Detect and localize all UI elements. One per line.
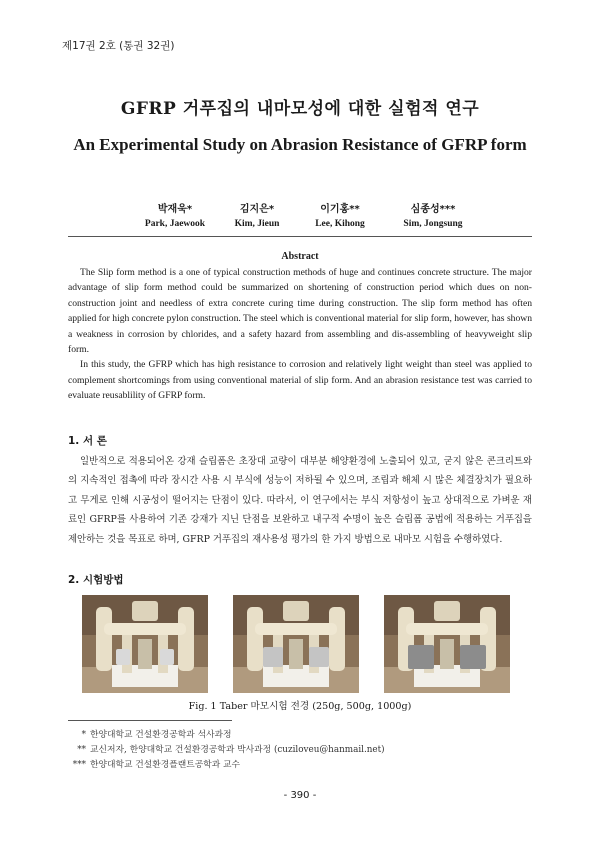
author-korean-name: 박재욱* [157,204,193,215]
author-korean-name: 심종성*** [410,204,456,215]
section-heading-introduction: 1. 서 론 [68,435,107,447]
footnote-1 [68,727,232,740]
title-divider [68,236,532,237]
footnote-mark: ** [77,745,86,755]
title-english: An Experimental Study on Abrasion Resistance of GFRP form [73,135,527,154]
taber-abrasion-tester-illustration [82,595,208,693]
footnote-text: 교신저자, 한양대학교 건설환경공학과 박사과정 (cuziloveu@hanmail.net) [90,745,385,755]
introduction-body: 일반적으로 적용되어온 강재 슬립폼은 초장대 교량이 대부분 해양환경에 노출되어 있고, 굳지 않은 콘크리트와의 지속적인 접촉에 따라 장시간 사용 시 부식에 성능이 저하될 수 있으며, 조립과 해체 시 많은 체결장치가 필요하고 무게로 인해 시공성이 떨어지는 단점이 있다. 따라서, 이 연구에서는 부식 저항성이 높고 상대적으로 가벼운 재료인 GFRP를 사용하여 기존 강재가 지닌 단점을 보완하고 내구적 수명이 높은 슬립폼 공법에 적용하는 거푸집을 제안하는 것을 목표로 하며, GFRP 거푸집의 재사용성 평가의 한 가지 방법으로 내마모 시험을 수행하였다. [68,456,532,545]
footnote-text: 한양대학교 건설환경플랜트공학과 교수 [90,760,241,770]
footnote-divider [68,720,232,721]
author-english-name: Lee, Kihong [315,219,365,229]
author-korean-name: 이기홍** [320,204,360,215]
footnote-mark: *** [72,760,86,770]
figure-caption: Fig. 1 Taber 마모시험 전경 (250g, 500g, 1000g) [188,701,412,712]
abstract-body [68,265,532,404]
abstract-paragraph: The Slip form method is a one of typical construction methods of huge and continues concrete structure. The major advantage of slip form method could be summarized on shortening of construction period which dues on non-construction joint and needless of extra concrete curing time during construction. The slip form method has often applied for high concrete pylon construction. The steel which is conventional material for slip form, however, has shown a weakness in corrosion by chlorides, and a safety hazard from assembling and dis-assembling of heavyweight slip form. [68,267,532,356]
author-korean-name: 김지은* [239,204,275,215]
footnote-2 [68,742,385,755]
footnote-mark: * [81,730,86,740]
footnote-text: 한양대학교 건설환경공학과 석사과정 [90,730,232,740]
taber-abrasion-tester-illustration [384,595,510,693]
title-korean: GFRP 거푸집의 내마모성에 대한 실험적 연구 [120,99,480,119]
author-english-name: Sim, Jongsung [403,219,463,229]
section-heading-test-method: 2. 시험방법 [68,574,124,586]
author-4 [378,200,488,229]
figure-photo-250g [82,595,208,693]
footnote-3 [68,757,240,770]
author-english-name: Park, Jaewook [144,219,206,229]
abstract-paragraph: In this study, the GFRP which has high resistance to corrosion and relatively light weight than steel was applied to complement shortcomings from using conventional material of slip form. And an abrasion resistance test was carried to evaluate reusablility of GFRP form. [68,359,532,402]
taber-abrasion-tester-illustration [233,595,359,693]
author-english-name: Kim, Jieun [234,219,280,229]
figure-photo-1000g [384,595,510,693]
page-number: - 390 - [283,790,317,801]
journal-volume: 제17권 2호 (통권 32권) [62,40,175,52]
abstract-heading: Abstract [281,251,319,262]
figure-photo-500g [233,595,359,693]
